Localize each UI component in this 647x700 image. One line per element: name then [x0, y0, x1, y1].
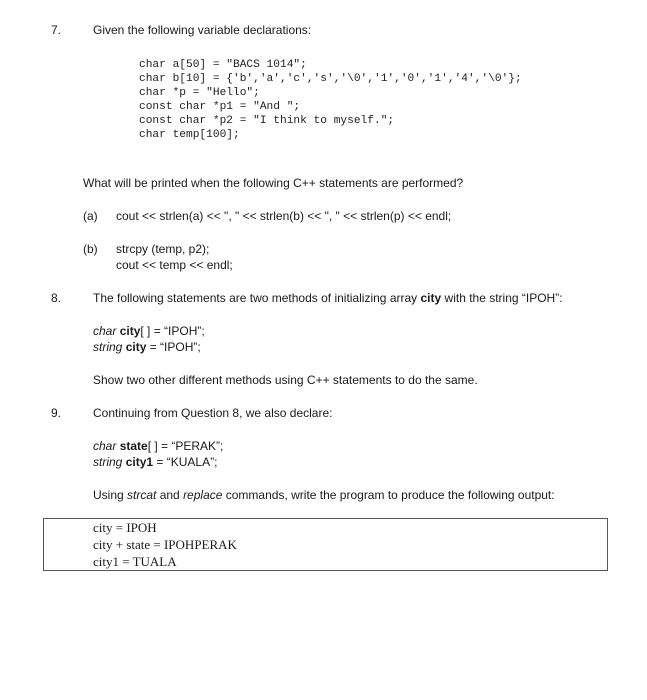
code-line: char *p = "Hello"; [139, 87, 260, 99]
q9-instruction: Using strcat and replace commands, write the program to produce the following output: [93, 488, 555, 502]
q7-intro: Given the following variable declarations: [93, 23, 312, 37]
q7b-label: (b) [83, 242, 98, 256]
q8-instruction: Show two other different methods using C++ statements to do the same. [93, 373, 478, 387]
code-line: char temp[100]; [139, 129, 240, 141]
q7a-statement: cout << strlen(a) << ", " << strlen(b) << ", " << strlen(p) << endl; [116, 209, 452, 223]
q9-number: 9. [51, 406, 62, 420]
q8-decl-char: char city[ ] = “IPOH”; [93, 324, 205, 338]
q9-decl-string: string city1 = “KUALA”; [93, 455, 218, 469]
q7b-line1: strcpy (temp, p2); [116, 242, 210, 256]
output-line: city1 = TUALA [93, 554, 177, 569]
code-line: const char *p2 = "I think to myself."; [139, 115, 395, 127]
q7-number: 7. [51, 23, 62, 37]
output-line: city + state = IPOHPERAK [93, 537, 237, 552]
q8-intro: The following statements are two methods of initializing array city with the string “IPOH”: [93, 291, 563, 305]
q8-number: 8. [51, 291, 62, 305]
q7-prompt: What will be printed when the following C++ statements are performed? [83, 176, 464, 190]
code-line: char a[50] = "BACS 1014"; [139, 59, 307, 71]
q9-decl-char: char state[ ] = “PERAK”; [93, 439, 224, 453]
q7a-label: (a) [83, 209, 98, 223]
output-line: city = IPOH [93, 520, 157, 535]
code-line: char b[10] = {'b','a','c','s','\0','1','0','1','4','\0'}; [139, 73, 522, 85]
q7b-line2: cout << temp << endl; [116, 258, 233, 272]
code-line: const char *p1 = "And "; [139, 101, 301, 113]
q9-intro: Continuing from Question 8, we also declare: [93, 406, 333, 420]
q8-decl-string: string city = “IPOH”; [93, 340, 201, 354]
